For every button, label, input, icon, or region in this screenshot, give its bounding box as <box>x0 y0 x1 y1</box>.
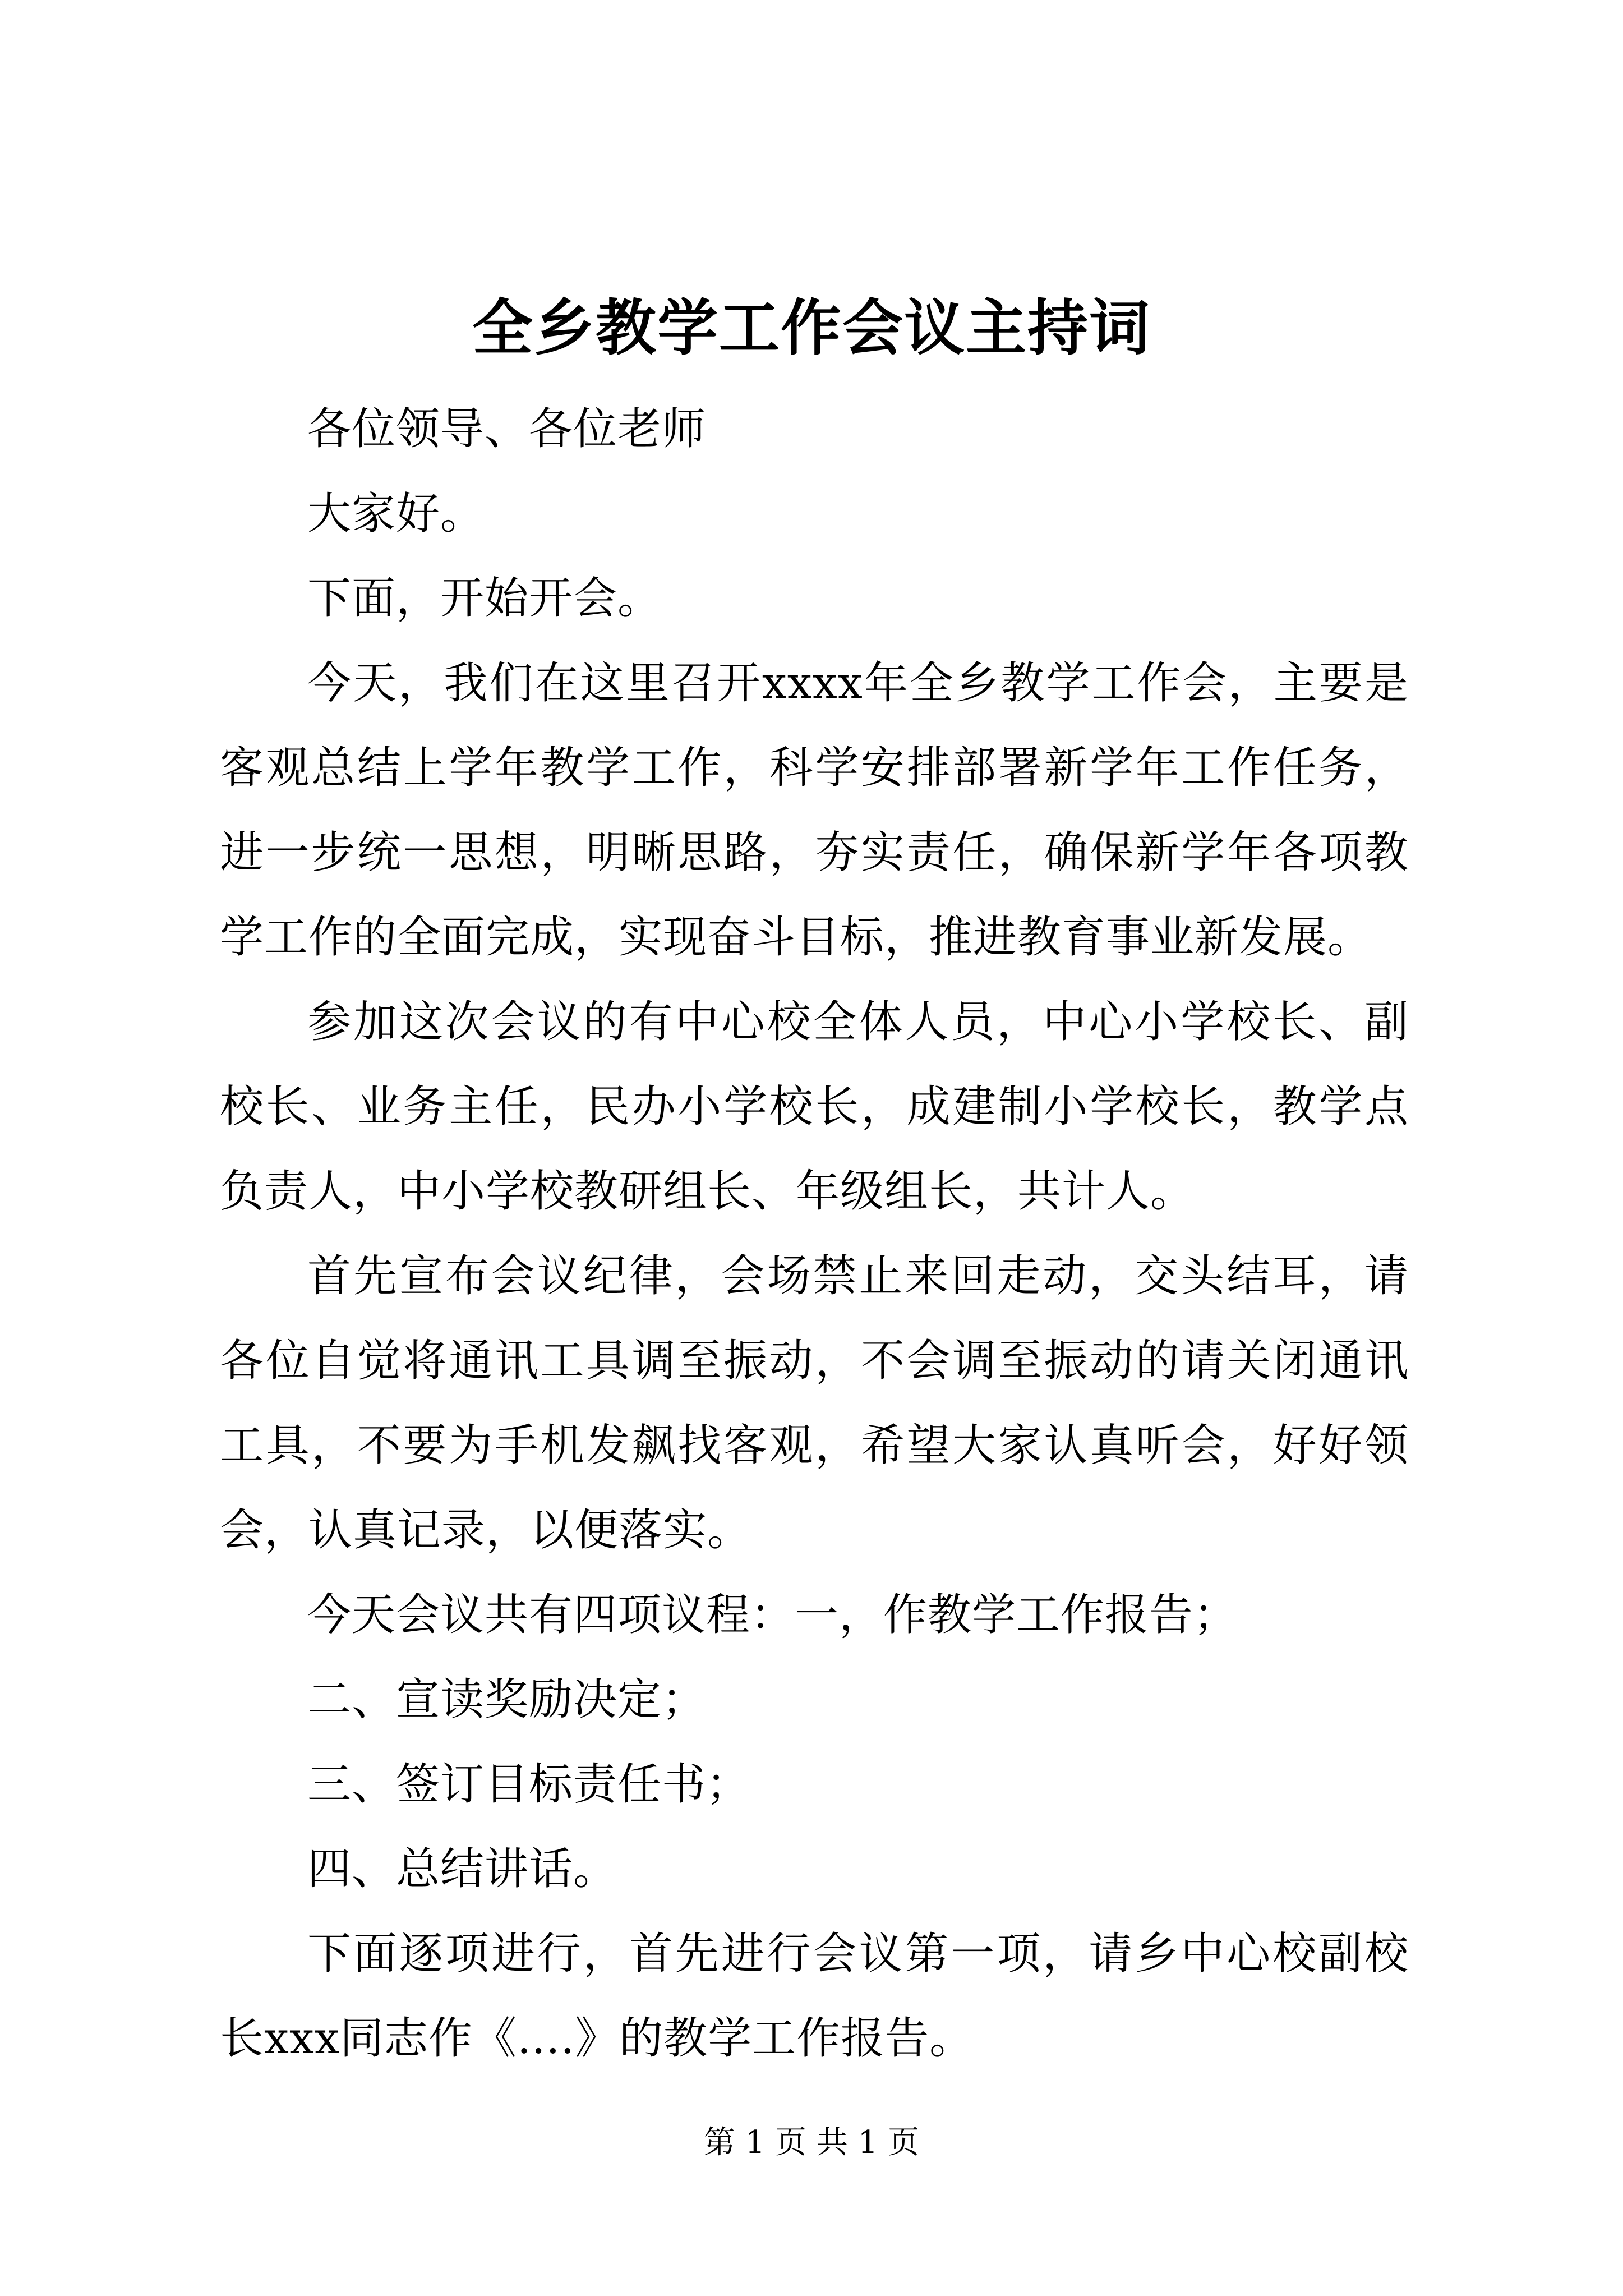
agenda-item-3: 三、签订目标责任书； <box>307 1759 751 1810</box>
opening-paragraph: 下面，开始开会。 <box>307 573 662 624</box>
attendees-paragraph: 参加这次会议的有中心校全体人员，中心小学校长、副校长、业务主任，民办小学校长，成建制小学校长，教学点负责人，中小学校教研组长、年级组长，共计人。 <box>220 997 1409 1217</box>
agenda-item-4: 四、总结讲话。 <box>307 1844 618 1894</box>
document-title: 全乡教学工作会议主持词 <box>472 293 1151 364</box>
purpose-paragraph: 今天，我们在这里召开xxxx年全乡教学工作会，主要是客观总结上学年教学工作，科学安排部署新学年工作任务，进一步统一思想，明晰思路，夯实责任，确保新学年各项教学工作的全面完成，实现奋斗目标，推进教育事业新发展。 <box>220 658 1409 963</box>
first-item-paragraph: 下面逐项进行，首先进行会议第一项，请乡中心校副校长xxx同志作《....》的教学工作报告。 <box>220 1929 1409 2064</box>
agenda-item-2: 二、宣读奖励决定； <box>307 1674 707 1725</box>
greeting-paragraph: 各位领导、各位老师 <box>307 404 707 454</box>
agenda-item-1: 今天会议共有四项议程：一，作教学工作报告； <box>307 1590 1238 1640</box>
page-footer: 第 1 页 共 1 页 <box>703 2124 920 2161</box>
document-body <box>220 387 1409 2081</box>
hello-paragraph: 大家好。 <box>307 489 485 539</box>
discipline-paragraph: 首先宣布会议纪律，会场禁止来回走动，交头结耳，请各位自觉将通讯工具调至振动，不会调至振动的请关闭通讯工具，不要为手机发飙找客观，希望大家认真听会，好好领会，认真记录，以便落实。 <box>220 1251 1409 1556</box>
